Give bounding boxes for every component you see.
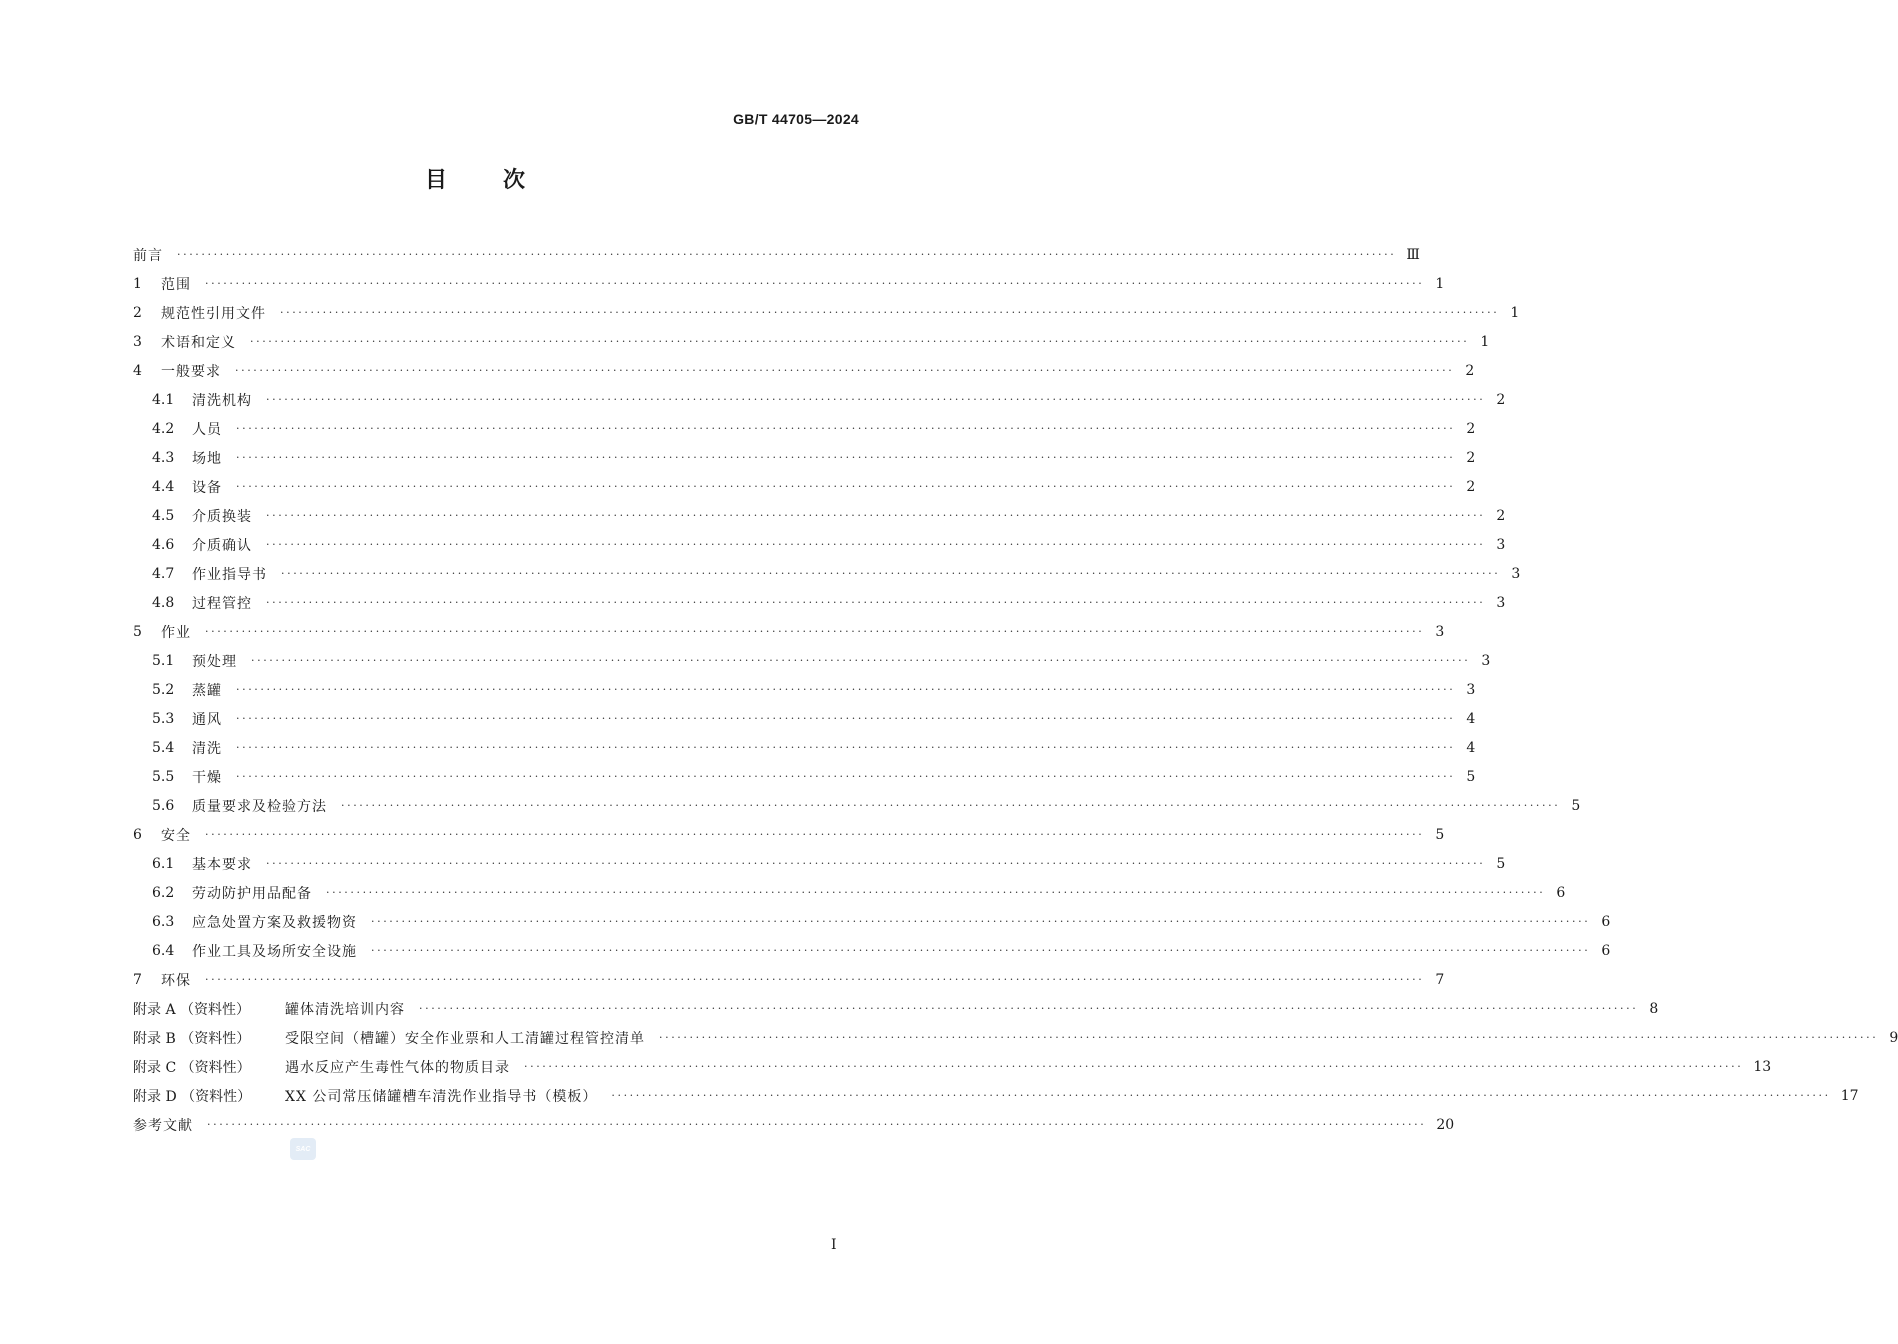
- toc-entry[interactable]: [133, 878, 1566, 907]
- toc-entry-page: 17: [1840, 1087, 1859, 1104]
- toc-entry-number: 6.1: [152, 855, 175, 872]
- toc-entry[interactable]: [133, 1023, 1898, 1052]
- toc-entry-number: 2: [133, 304, 142, 321]
- toc-entry-number: 5.1: [152, 652, 175, 669]
- toc-entry[interactable]: [133, 269, 1445, 298]
- toc-entry-number: 4.7: [152, 565, 175, 582]
- toc-leader-dots: ········································································································································································································: [236, 683, 1456, 696]
- toc-entry[interactable]: [133, 733, 1476, 762]
- toc-entry-number: 附录 A （资料性）: [133, 1001, 251, 1018]
- toc-entry-label: 作业指导书: [192, 566, 267, 583]
- toc-entry-label: 质量要求及检验方法: [192, 798, 327, 815]
- toc-entry[interactable]: [133, 936, 1611, 965]
- toc-entry-label: 清洗机构: [192, 392, 252, 409]
- page-title: 目次: [424, 168, 581, 193]
- toc-leader-dots: ········································································································································································································: [371, 915, 1591, 928]
- toc-leader-dots: ········································································································································································································: [266, 596, 1486, 609]
- toc-entry-number: 4.1: [152, 391, 175, 408]
- toc-leader-dots: ········································································································································································································: [266, 538, 1486, 551]
- table-of-contents: [133, 240, 1898, 1139]
- toc-entry-page: 2: [1466, 449, 1476, 466]
- toc-entry[interactable]: [133, 298, 1520, 327]
- toc-entry-number: 6.3: [152, 913, 175, 930]
- toc-entry[interactable]: [133, 646, 1491, 675]
- toc-entry-label: 规范性引用文件: [161, 305, 266, 322]
- toc-entry-label: 受限空间（槽罐）安全作业票和人工清罐过程管控清单: [285, 1030, 645, 1047]
- toc-entry-number: 附录 C （资料性）: [133, 1059, 251, 1076]
- toc-entry-number: 6: [133, 826, 142, 843]
- toc-entry[interactable]: [133, 501, 1506, 530]
- toc-entry-page: 3: [1511, 565, 1521, 582]
- toc-entry-page: 2: [1466, 420, 1476, 437]
- toc-entry[interactable]: [133, 443, 1476, 472]
- toc-entry[interactable]: [133, 762, 1476, 791]
- toc-entry-number: 5.4: [152, 739, 175, 756]
- toc-entry-page: 6: [1556, 884, 1566, 901]
- toc-entry-label: 介质确认: [192, 537, 252, 554]
- toc-entry-page: 3: [1496, 536, 1506, 553]
- toc-entry[interactable]: [133, 559, 1521, 588]
- toc-entry-label: 前言: [133, 247, 163, 264]
- toc-entry-number: 5.6: [152, 797, 175, 814]
- toc-entry-label: 清洗: [192, 740, 222, 757]
- toc-entry-label: 通风: [192, 711, 222, 728]
- toc-leader-dots: ········································································································································································································: [236, 712, 1456, 725]
- toc-entry-page: 8: [1649, 1000, 1659, 1017]
- toc-entry-page: 5: [1435, 826, 1445, 843]
- toc-entry-label: 环保: [161, 972, 191, 989]
- toc-leader-dots: ········································································································································································································: [235, 364, 1455, 377]
- sac-logo-icon: SAC: [290, 1138, 316, 1160]
- toc-entry[interactable]: [133, 820, 1445, 849]
- toc-entry-label: 遇水反应产生毒性气体的物质目录: [285, 1059, 510, 1076]
- toc-entry-number: 4.5: [152, 507, 175, 524]
- toc-entry[interactable]: [133, 1052, 1772, 1081]
- toc-entry-number: 7: [133, 971, 142, 988]
- toc-entry[interactable]: [133, 530, 1506, 559]
- toc-leader-dots: ········································································································································································································: [266, 393, 1486, 406]
- toc-leader-dots: ········································································································································································································: [250, 335, 1470, 348]
- toc-leader-dots: ········································································································································································································: [207, 1118, 1427, 1131]
- toc-entry[interactable]: [133, 965, 1445, 994]
- toc-entry-page: 13: [1753, 1058, 1772, 1075]
- toc-leader-dots: ········································································································································································································: [236, 741, 1456, 754]
- toc-entry[interactable]: [133, 791, 1581, 820]
- toc-leader-dots: ········································································································································································································: [611, 1089, 1831, 1102]
- toc-entry-label: 范围: [161, 276, 191, 293]
- toc-entry-page: 3: [1496, 594, 1506, 611]
- toc-leader-dots: ········································································································································································································: [419, 1002, 1639, 1015]
- toc-entry-number: 1: [133, 275, 142, 292]
- toc-entry-label: 参考文献: [133, 1117, 193, 1134]
- toc-entry-page: 6: [1601, 913, 1611, 930]
- page-number: I: [831, 1237, 837, 1253]
- toc-entry-page: 2: [1496, 391, 1506, 408]
- toc-entry-page: 5: [1466, 768, 1476, 785]
- toc-entry-number: 4.6: [152, 536, 175, 553]
- toc-entry-page: 2: [1465, 362, 1475, 379]
- toc-entry[interactable]: [133, 472, 1476, 501]
- toc-leader-dots: ········································································································································································································: [281, 567, 1501, 580]
- toc-entry-page: 6: [1601, 942, 1611, 959]
- toc-entry-label: 干燥: [192, 769, 222, 786]
- toc-entry-number: 附录 B （资料性）: [133, 1030, 251, 1047]
- toc-entry-page: 4: [1466, 739, 1476, 756]
- toc-entry[interactable]: [133, 849, 1506, 878]
- toc-entry-number: 4.3: [152, 449, 175, 466]
- toc-entry-label: 介质换装: [192, 508, 252, 525]
- toc-leader-dots: ········································································································································································································: [236, 451, 1456, 464]
- toc-leader-dots: ········································································································································································································: [251, 654, 1471, 667]
- toc-leader-dots: ········································································································································································································: [280, 306, 1500, 319]
- toc-leader-dots: ········································································································································································································: [236, 770, 1456, 783]
- toc-entry-page: 3: [1435, 623, 1445, 640]
- toc-entry-label: 蒸罐: [192, 682, 222, 699]
- toc-leader-dots: ········································································································································································································: [205, 625, 1425, 638]
- toc-leader-dots: ········································································································································································································: [326, 886, 1546, 899]
- toc-entry-page: 1: [1510, 304, 1520, 321]
- toc-entry-number: 6.4: [152, 942, 175, 959]
- toc-entry-label: 劳动防护用品配备: [192, 885, 312, 902]
- toc-entry-number: 4: [133, 362, 142, 379]
- toc-entry-page: 1: [1480, 333, 1490, 350]
- toc-entry-page: 3: [1481, 652, 1491, 669]
- toc-entry-label: 基本要求: [192, 856, 252, 873]
- toc-entry-label: 应急处置方案及救援物资: [192, 914, 357, 931]
- toc-entry-page: 20: [1436, 1116, 1455, 1133]
- toc-entry-label: 作业工具及场所安全设施: [192, 943, 357, 960]
- toc-entry-number: 5.3: [152, 710, 175, 727]
- toc-entry[interactable]: [133, 675, 1476, 704]
- toc-entry-page: 4: [1466, 710, 1476, 727]
- toc-entry[interactable]: [133, 327, 1490, 356]
- toc-entry[interactable]: [133, 385, 1506, 414]
- toc-leader-dots: ········································································································································································································: [236, 422, 1456, 435]
- toc-entry-number: 5: [133, 623, 142, 640]
- toc-entry[interactable]: [133, 240, 1420, 269]
- toc-entry-number: 4.4: [152, 478, 175, 495]
- toc-entry-label: 一般要求: [161, 363, 221, 380]
- toc-entry-label: 作业: [161, 624, 191, 641]
- toc-leader-dots: ········································································································································································································: [266, 509, 1486, 522]
- toc-entry-number: 5.2: [152, 681, 175, 698]
- toc-entry-page: 1: [1435, 275, 1445, 292]
- toc-leader-dots: ········································································································································································································: [236, 480, 1456, 493]
- toc-entry-page: 5: [1571, 797, 1581, 814]
- toc-entry-number: 5.5: [152, 768, 175, 785]
- toc-leader-dots: ········································································································································································································: [205, 828, 1425, 841]
- toc-entry[interactable]: [133, 1081, 1859, 1110]
- toc-entry-label: XX 公司常压储罐槽车清洗作业指导书（模板）: [285, 1088, 598, 1105]
- toc-entry-label: 过程管控: [192, 595, 252, 612]
- toc-entry[interactable]: [133, 704, 1476, 733]
- toc-leader-dots: ········································································································································································································: [266, 857, 1486, 870]
- toc-entry-label: 罐体清洗培训内容: [285, 1001, 405, 1018]
- toc-entry-number: 4.2: [152, 420, 175, 437]
- toc-leader-dots: ········································································································································································································: [205, 277, 1425, 290]
- toc-entry-page: 9: [1889, 1029, 1898, 1046]
- toc-entry-page: 7: [1435, 971, 1445, 988]
- standard-number: GB/T 44705—2024: [733, 111, 859, 127]
- toc-entry-number: 附录 D （资料性）: [133, 1088, 252, 1105]
- toc-entry[interactable]: [133, 356, 1475, 385]
- toc-entry-label: 场地: [192, 450, 222, 467]
- toc-entry[interactable]: [133, 994, 1659, 1023]
- toc-entry[interactable]: [133, 617, 1445, 646]
- toc-entry-page: 2: [1466, 478, 1476, 495]
- toc-leader-dots: ········································································································································································································: [524, 1060, 1744, 1073]
- toc-entry-page: 3: [1466, 681, 1476, 698]
- toc-entry-label: 设备: [192, 479, 222, 496]
- toc-entry[interactable]: [133, 1110, 1455, 1139]
- toc-leader-dots: ········································································································································································································: [205, 973, 1425, 986]
- toc-leader-dots: ········································································································································································································: [341, 799, 1561, 812]
- toc-leader-dots: ········································································································································································································: [177, 248, 1397, 261]
- toc-entry-page: 5: [1496, 855, 1506, 872]
- toc-entry-label: 预处理: [192, 653, 237, 670]
- toc-entry-number: 3: [133, 333, 142, 350]
- toc-entry[interactable]: [133, 907, 1611, 936]
- toc-entry[interactable]: [133, 588, 1506, 617]
- toc-entry-number: 4.8: [152, 594, 175, 611]
- toc-entry[interactable]: [133, 414, 1476, 443]
- toc-entry-label: 术语和定义: [161, 334, 236, 351]
- toc-leader-dots: ········································································································································································································: [659, 1031, 1879, 1044]
- toc-entry-page: 2: [1496, 507, 1506, 524]
- toc-entry-page: Ⅲ: [1406, 246, 1420, 263]
- toc-leader-dots: ········································································································································································································: [371, 944, 1591, 957]
- toc-entry-number: 6.2: [152, 884, 175, 901]
- toc-entry-label: 人员: [192, 421, 222, 438]
- toc-entry-label: 安全: [161, 827, 191, 844]
